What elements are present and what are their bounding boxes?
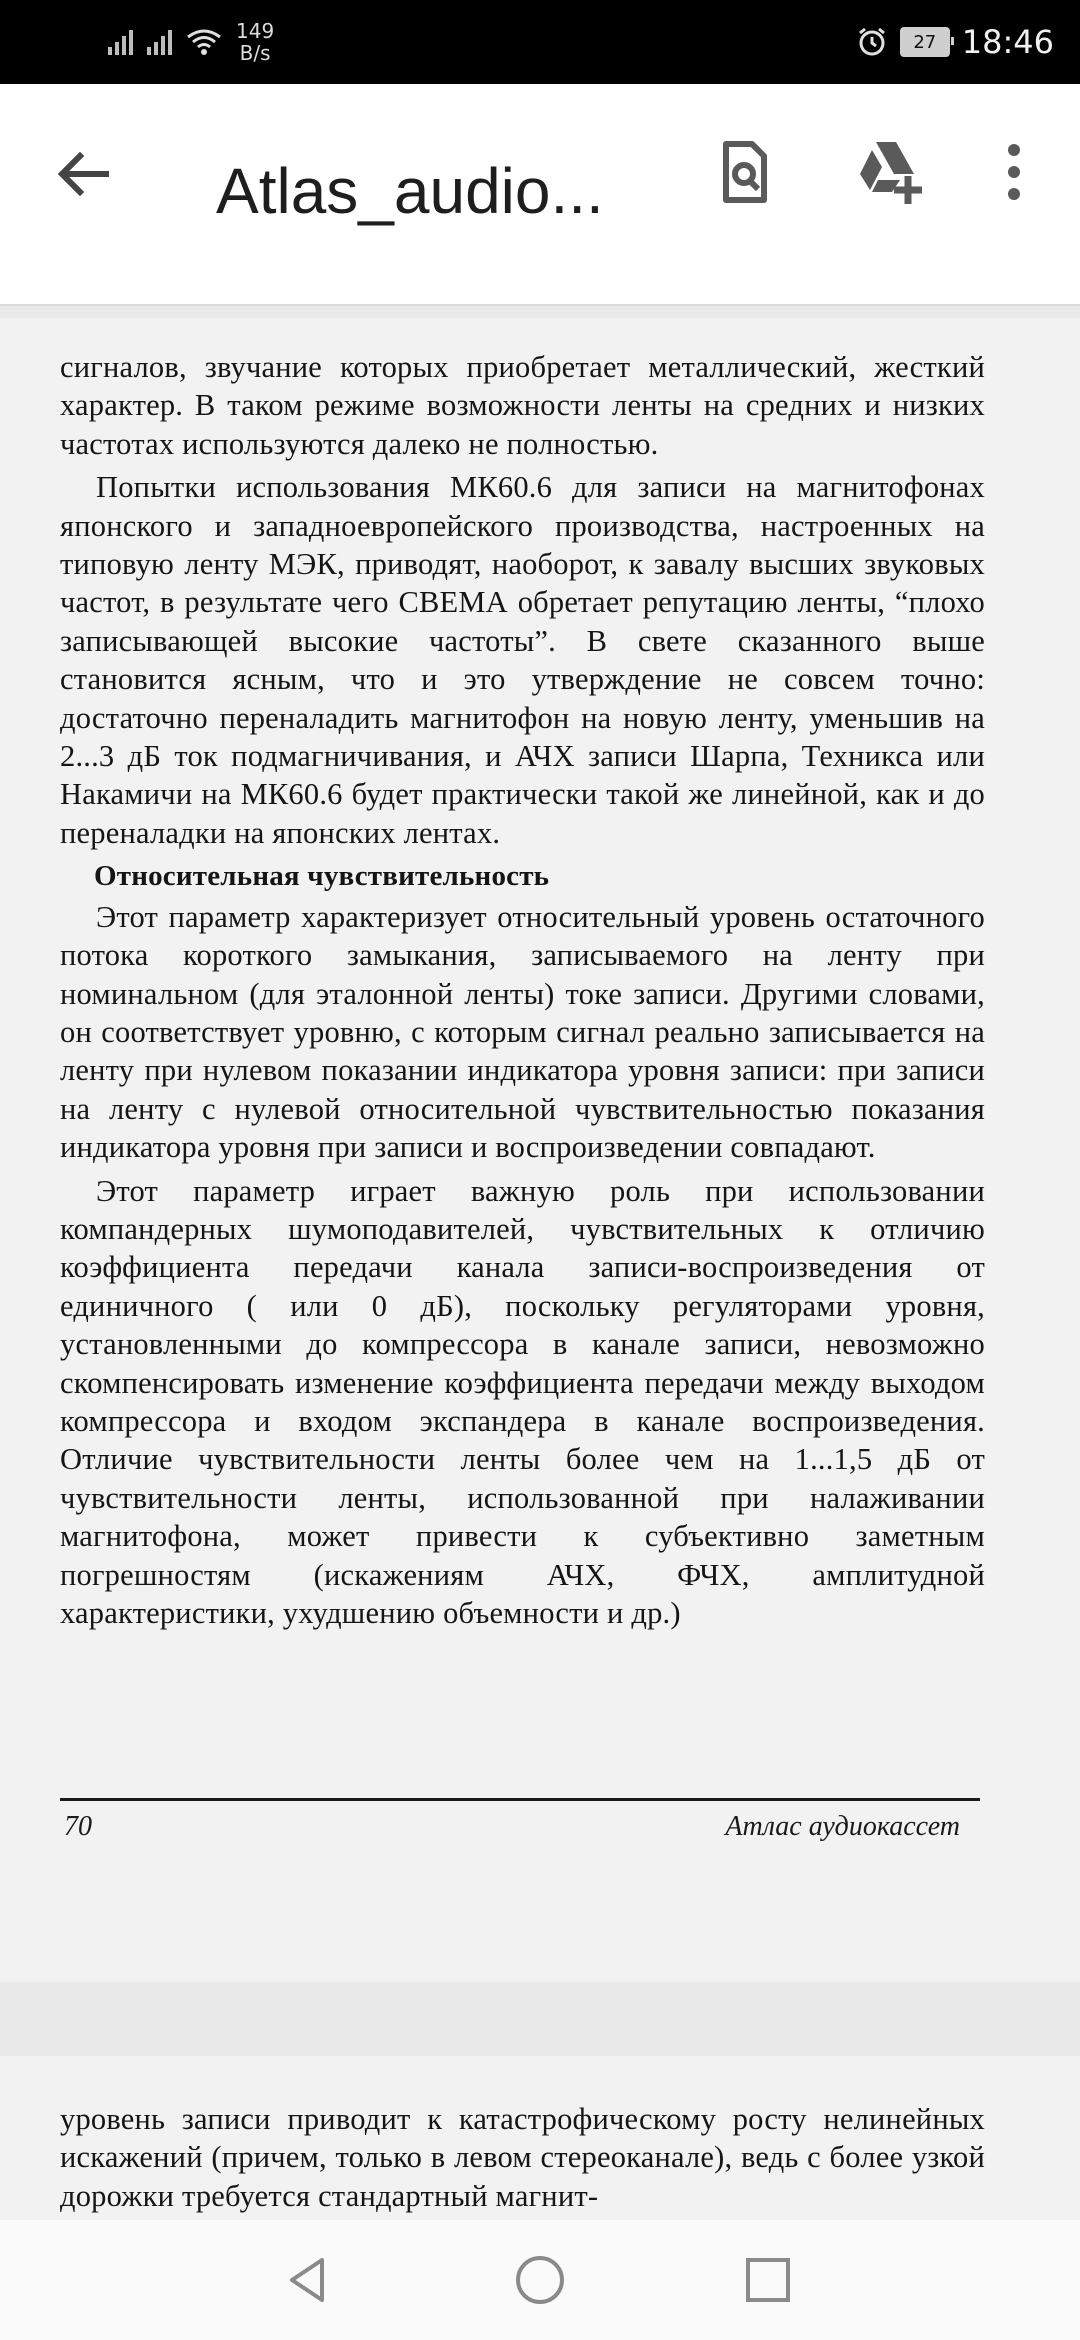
paragraph: сигналов, звучание которых приобретает металлический, жесткий характер. В таком режиме возможности ленты на средних и низких частотах используются далеко не полностью. xyxy=(60,350,985,461)
wifi-icon xyxy=(186,28,222,56)
status-left xyxy=(108,0,274,84)
nav-recents-button[interactable] xyxy=(738,2250,798,2310)
nav-home-button[interactable] xyxy=(510,2250,570,2310)
find-in-page-icon xyxy=(704,132,784,212)
alarm-icon xyxy=(856,26,888,58)
running-title: Атлас аудиокассет xyxy=(725,1811,960,1842)
find-in-page-button[interactable] xyxy=(704,132,784,212)
network-speed-value: 149 xyxy=(236,19,275,43)
paragraph: Попытки использования МК60.6 для записи на магнитофонах японского и западноевропейского производства, настроенных на типовую ленту МЭК, приводят, наоборот, к завалу высших звуковых частот, в результате чего СВЕМА обретает репутацию ленты, “плохо записывающей высокие частоты”. В свете сказанного выше становится ясным, что и это утверждение не совсем точно: достаточно переналадить магнитофон на новую ленту, уменьшив на 2...3 дБ ток подмагничивания, и АЧХ записи Шарпа, Техникса или Накамичи на МК60.6 будет практически такой же линейной, как и до переналадки на японских лентах. xyxy=(60,470,985,850)
nav-recents-icon xyxy=(738,2250,798,2310)
nav-back-button[interactable] xyxy=(278,2250,338,2310)
network-speed xyxy=(236,20,274,64)
signal-icon xyxy=(108,29,133,55)
section-heading: Относительная чувствительность xyxy=(94,860,550,893)
document-page[interactable] xyxy=(0,2056,1080,2220)
nav-back-icon xyxy=(278,2250,338,2310)
page-text xyxy=(60,2100,985,2220)
paragraph: уровень записи приводит к катастрофическому росту нелинейных искажений (причем, только в левом стереоканале), ведь с более узкой дорожки требуется стандартный магнит- xyxy=(60,2102,985,2213)
paragraph: Этот параметр играет важную роль при использовании компандерных шумоподавителей, чувствительных к отличию коэффициента передачи канала записи-воспроизведения от единичного ( или 0 дБ), поскольку регуляторами уровня, установленными до компрессора в канале записи, невозможно скомпенсировать изменение коэффициента передачи между выходом компрессора и входом экспандера в канале воспроизведения. Отличие чувствительности ленты более чем на 1...1,5 дБ от чувствительности ленты, использованной при налаживании магнитофона, может привести к субъективно заметным погрешностям (искажениям АЧХ, ФЧХ, амплитудной характеристики, ухудшению объемности и др.) xyxy=(60,1173,985,1630)
status-right xyxy=(856,0,1054,84)
signal-icon xyxy=(147,29,172,55)
add-to-drive-button[interactable] xyxy=(848,132,928,212)
more-options-button[interactable] xyxy=(974,132,1054,212)
add-to-drive-icon xyxy=(848,132,928,212)
document-title: Atlas_audio... xyxy=(216,155,604,227)
paragraph: Этот параметр характеризует относительный уровень остаточного потока короткого замыкания, записываемого на ленту при номинальном (для эталонной ленты) токе записи. Другими словами, он соответствует уровню, с которым сигнал реально записывается на ленту при нулевом показании индикатора уровня записи: при записи на ленту с нулевой относительной чувствительностью показания индикатора уровня при записи и воспроизведении совпадают. xyxy=(60,899,985,1165)
network-speed-unit: B/s xyxy=(239,41,271,65)
battery-icon: 27 xyxy=(900,27,950,57)
page-text xyxy=(60,348,985,1637)
more-vert-icon xyxy=(974,132,1054,212)
document-page[interactable] xyxy=(0,318,1080,1982)
clock: 18:46 xyxy=(961,23,1054,61)
nav-home-icon xyxy=(510,2250,570,2310)
page-footer xyxy=(60,1798,980,1842)
page-number: 70 xyxy=(64,1811,92,1842)
back-button[interactable] xyxy=(44,134,124,214)
app-bar xyxy=(0,84,1080,306)
back-arrow-icon xyxy=(44,134,124,214)
status-bar xyxy=(0,0,1080,84)
navigation-bar xyxy=(0,2220,1080,2340)
